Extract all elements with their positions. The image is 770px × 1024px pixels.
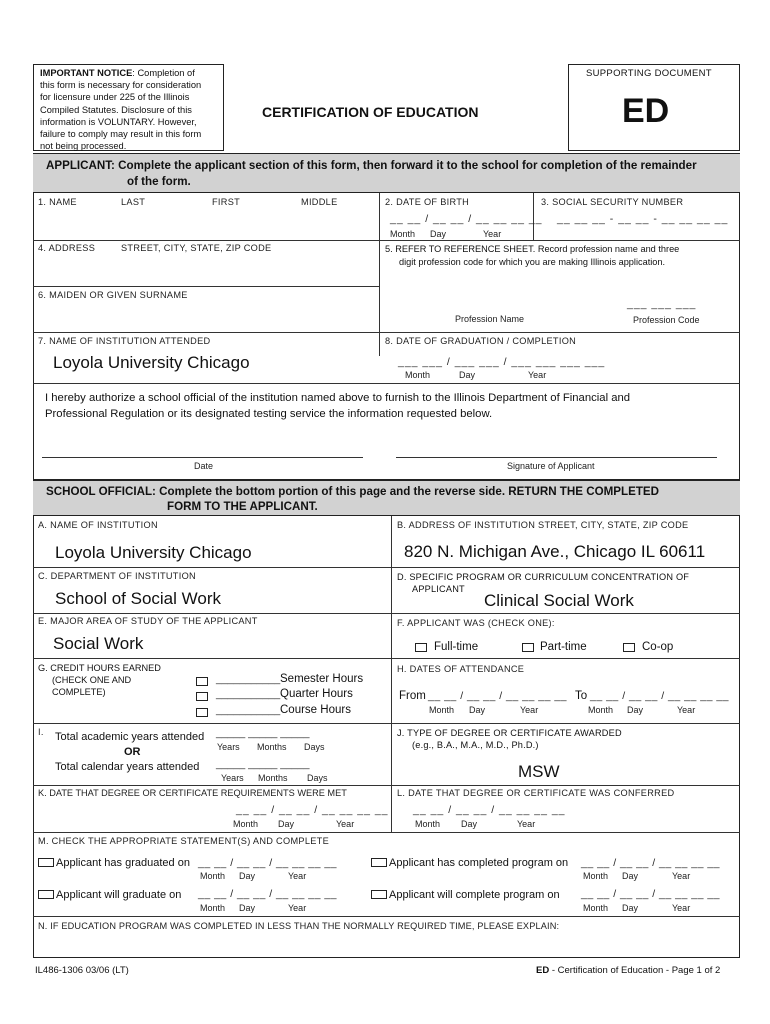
notice-title: IMPORTANT NOTICE [40,68,133,78]
date-label: Date [194,461,214,471]
will-complete-date-field[interactable]: __ __ / __ __ / __ __ __ __ [581,888,721,900]
major-value[interactable]: Social Work [53,634,144,653]
footer-page-text: - Certification of Education - Page 1 of 2 [549,965,721,976]
quarter-hours-field[interactable]: ___________ [216,688,281,700]
divider [33,723,740,724]
quarter-hours-checkbox[interactable] [196,692,208,701]
k-year: Year [336,819,355,829]
maiden-name-label: 6. MAIDEN OR GIVEN SURNAME [38,290,188,300]
m4-year: Year [672,903,691,913]
co-op-label: Co-op [642,641,674,653]
calendar-years-label: Total calendar years attended [55,761,200,773]
degree-type-line-2: (e.g., B.A., M.A., M.D., Ph.D.) [412,740,539,750]
m2-year: Year [672,871,691,881]
conferred-date-field[interactable]: __ __ / __ __ / __ __ __ __ [413,804,566,816]
l-month: Month [415,819,441,829]
divider [33,286,380,287]
from-year-label: Year [520,705,539,715]
authorization-line-1: I hereby authorize a school official of the institution named above to furnish to the Illinois Department of Financial and [45,392,631,404]
form-number: IL486-1306 03/06 (LT) [35,965,129,976]
authorization-line-2: Professional Regulation or its designated testing service the information requested below. [45,408,493,420]
school-banner-line-2: FORM TO THE APPLICANT. [167,500,318,513]
m4-day: Day [622,903,639,913]
important-notice [40,67,222,152]
will-complete-label: Applicant will complete program on [389,889,560,901]
statements-label: M. CHECK THE APPROPRIATE STATEMENT(S) AND COMPLETE [38,836,329,846]
credit-hours-line-1: G. CREDIT HOURS EARNED [38,663,161,673]
divider [33,567,740,568]
divider [33,832,740,833]
notice-line-7: not being processed. [40,141,127,152]
years-attended-label: I. [38,727,44,737]
m3-month: Month [200,903,226,913]
divider [33,240,740,241]
m2-month: Month [583,871,609,881]
divider [33,613,740,614]
graduation-date-field[interactable]: ___ ___ / ___ ___ / ___ ___ ___ ___ [398,356,606,368]
full-time-checkbox[interactable] [415,643,427,652]
academic-days-unit: Days [304,742,325,752]
attendance-dates-label: H. DATES OF ATTENDANCE [397,664,525,674]
requirements-met-label: K. DATE THAT DEGREE OR CERTIFICATE REQUIREMENTS WERE MET [38,788,347,798]
to-year-label: Year [677,705,696,715]
grad-year: Year [528,370,547,380]
divider [33,658,740,659]
notice-line-5: information is VOLUNTARY. However, [40,116,197,127]
degree-type-line-1: J. TYPE OF DEGREE OR CERTIFICATE AWARDED [397,728,622,738]
calendar-years-unit: Years [221,773,244,783]
notice-line-6: failure to comply may result in this form [40,129,202,140]
m3-year: Year [288,903,307,913]
calendar-months-unit: Months [258,773,288,783]
k-day: Day [278,819,295,829]
calendar-years-field[interactable]: _____ _____ _____ [216,758,310,770]
will-graduate-label: Applicant will graduate on [56,889,182,901]
notice-line-1: : Completion of [132,68,195,78]
department-value[interactable]: School of Social Work [55,589,221,608]
degree-type-value[interactable]: MSW [518,762,560,781]
enrollment-label: F. APPLICANT WAS (CHECK ONE): [397,618,555,628]
dob-year: Year [483,229,502,239]
authorization-text [45,390,630,422]
academic-years-label: Total academic years attended [55,731,205,743]
institution-name-value[interactable]: Loyola University Chicago [55,543,252,562]
major-label: E. MAJOR AREA OF STUDY OF THE APPLICANT [38,616,258,626]
dob-month: Month [390,229,416,239]
to-day-label: Day [627,705,644,715]
m1-day: Day [239,871,256,881]
will-graduate-date-field[interactable]: __ __ / __ __ / __ __ __ __ [198,888,338,900]
credit-hours-label [38,662,161,698]
doc-code: ED [622,92,670,130]
divider [33,383,740,384]
applicant-banner-line-2: of the form. [127,174,191,188]
dob-label: 2. DATE OF BIRTH [385,197,470,207]
address-sub-label: STREET, CITY, STATE, ZIP CODE [121,243,272,253]
academic-years-field[interactable]: _____ _____ _____ [216,727,310,739]
divider [33,332,740,333]
grad-day: Day [459,370,476,380]
course-hours-label: Course Hours [280,704,351,716]
explanation-label: N. IF EDUCATION PROGRAM WAS COMPLETED IN LESS THAN THE NORMALLY REQUIRED TIME, PLEASE EXPLAIN: [38,921,560,931]
notice-line-2: this form is necessary for consideration [40,80,202,91]
will-graduate-checkbox[interactable] [38,890,54,899]
applicant-banner-line-1: APPLICANT: Complete the applicant section of this form, then forward it to the school for completion of the remainder [46,159,697,172]
program-label-line-1: D. SPECIFIC PROGRAM OR CURRICULUM CONCENTRATION OF [397,572,690,582]
school-banner-line-1: SCHOOL OFFICIAL: Complete the bottom portion of this page and the reverse side. RETURN THE COMPLETED [46,485,660,498]
part-time-label: Part-time [540,641,587,653]
credit-hours-line-2: (CHECK ONE AND [52,675,132,685]
co-op-checkbox[interactable] [623,643,635,652]
dob-day: Day [430,229,447,239]
completed-checkbox[interactable] [371,858,387,867]
address-label: 4. ADDRESS [38,243,96,253]
institution-address-label: B. ADDRESS OF INSTITUTION STREET, CITY, STATE, ZIP CODE [397,520,689,530]
notice-line-4: Compiled Statutes. Disclosure of this [40,104,192,115]
reference-line-2: digit profession code for which you are making Illinois application. [399,257,666,267]
calendar-days-unit: Days [307,773,328,783]
reference-instructions [385,243,679,269]
full-time-label: Full-time [434,641,479,653]
institution-attended-value[interactable]: Loyola University Chicago [53,353,250,372]
l-year: Year [517,819,536,829]
program-label-line-2: APPLICANT [412,584,465,594]
supporting-doc-label: SUPPORTING DOCUMENT [586,68,712,79]
graduated-label: Applicant has graduated on [56,857,190,869]
m1-month: Month [200,871,226,881]
completed-date-field[interactable]: __ __ / __ __ / __ __ __ __ [581,857,721,869]
applicant-instructions [46,158,697,189]
from-date-field[interactable]: __ __ / __ __ / __ __ __ __ [428,690,568,702]
part-time-checkbox[interactable] [522,643,534,652]
school-instructions [46,484,659,514]
first-name-label: FIRST [212,197,241,207]
profession-code-field[interactable]: ___ ___ ___ [627,298,697,310]
applicant-signature-line[interactable] [396,457,717,458]
graduated-checkbox[interactable] [38,858,54,867]
profession-name-label: Profession Name [455,314,525,324]
graduated-date-field[interactable]: __ __ / __ __ / __ __ __ __ [198,857,338,869]
l-day: Day [461,819,478,829]
grad-month: Month [405,370,431,380]
completed-label: Applicant has completed program on [389,857,569,869]
requirements-met-field[interactable]: __ __ / __ __ / __ __ __ __ [236,804,389,816]
form-title: CERTIFICATION OF EDUCATION [262,104,479,120]
ssn-label: 3. SOCIAL SECURITY NUMBER [541,197,684,207]
quarter-hours-label: Quarter Hours [280,688,353,700]
will-complete-checkbox[interactable] [371,890,387,899]
date-signature-line[interactable] [42,457,363,458]
semester-hours-checkbox[interactable] [196,677,208,686]
semester-hours-label: Semester Hours [280,673,364,685]
m4-month: Month [583,903,609,913]
profession-code-label: Profession Code [633,315,700,325]
or-label: OR [124,746,141,758]
m3-day: Day [239,903,256,913]
explanation-field[interactable] [38,934,734,956]
k-month: Month [233,819,259,829]
page-footer [536,965,720,976]
department-label: C. DEPARTMENT OF INSTITUTION [38,571,196,581]
middle-name-label: MIDDLE [301,197,338,207]
to-label: To [575,690,588,702]
to-month-label: Month [588,705,614,715]
institution-name-label: A. NAME OF INSTITUTION [38,520,158,530]
institution-attended-label: 7. NAME OF INSTITUTION ATTENDED [38,336,211,346]
academic-years-unit: Years [217,742,240,752]
m1-year: Year [288,871,307,881]
conferred-date-label: L. DATE THAT DEGREE OR CERTIFICATE WAS CONFERRED [397,788,675,798]
footer-code: ED [536,965,550,976]
dob-field[interactable]: __ __ / __ __ / __ __ __ __ [390,213,543,225]
signature-label: Signature of Applicant [507,461,595,471]
name-label: 1. NAME [38,197,77,207]
semester-hours-field[interactable]: ___________ [216,673,281,685]
academic-months-unit: Months [257,742,287,752]
degree-type-label [397,727,622,751]
notice-line-3: for licensure under 225 of the Illinois [40,92,190,103]
credit-hours-line-3: COMPLETE) [52,687,106,697]
course-hours-field[interactable]: ___________ [216,704,281,716]
program-value[interactable]: Clinical Social Work [484,591,634,610]
institution-address-value[interactable]: 820 N. Michigan Ave., Chicago IL 60611 [404,542,706,561]
from-month-label: Month [429,705,455,715]
ssn-field[interactable]: __ __ __ - __ __ - __ __ __ __ [557,213,729,225]
divider [33,785,740,786]
divider [33,916,740,917]
graduation-date-label: 8. DATE OF GRADUATION / COMPLETION [385,336,577,346]
from-day-label: Day [469,705,486,715]
course-hours-checkbox[interactable] [196,708,208,717]
to-date-field[interactable]: __ __ / __ __ / __ __ __ __ [590,690,730,702]
reference-line-1: 5. REFER TO REFERENCE SHEET. Record profession name and three [385,244,680,254]
m2-day: Day [622,871,639,881]
from-label: From [399,690,426,702]
last-name-label: LAST [121,197,146,207]
